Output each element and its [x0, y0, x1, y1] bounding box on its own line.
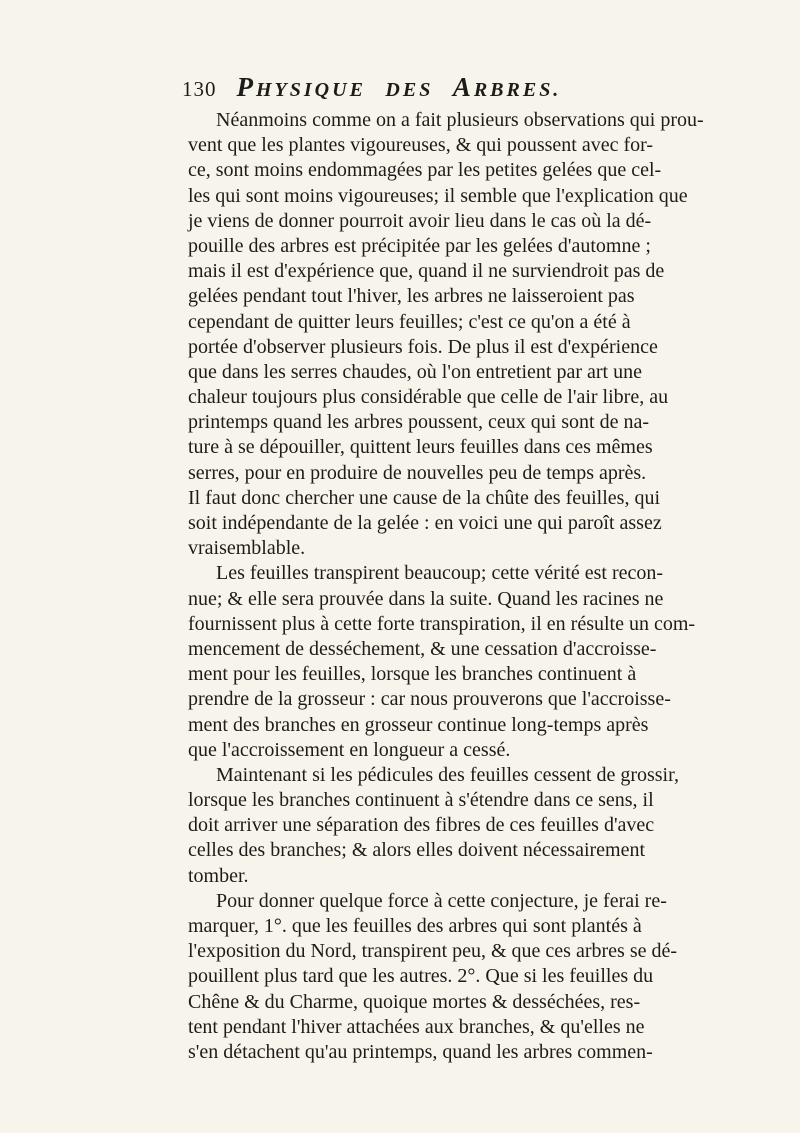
running-title: [237, 72, 562, 103]
text-line: que l'accroissement en longueur a cessé.: [188, 738, 511, 761]
text-line: Maintenant si les pédicules des feuilles cessent de grossir,: [216, 763, 679, 786]
text-line: Néanmoins comme on a fait plusieurs observations qui prou-: [216, 109, 704, 131]
text-line: Chêne & du Charme, quoique mortes & desséchées, res-: [188, 990, 641, 1013]
text-line: soit indépendante de la gelée : en voici une qui paroît assez: [188, 512, 662, 534]
body-text: [188, 108, 704, 1065]
text-line: chaleur toujours plus considérable que celle de l'air libre, au: [188, 386, 669, 409]
text-line: ment pour les feuilles, lorsque les branches continuent à: [188, 663, 637, 686]
running-title-initial-2: A: [452, 72, 474, 102]
text-line: gelées pendant tout l'hiver, les arbres ne laisseroient pas: [188, 285, 635, 308]
running-title-word-2: DES: [385, 79, 434, 101]
text-line: prendre de la grosseur : car nous prouverons que l'accroisse-: [188, 688, 671, 711]
text-line: que dans les serres chaudes, où l'on entretient par art une: [188, 360, 642, 383]
text-line: ce, sont moins endommagées par les petites gelées que cel-: [188, 159, 662, 182]
text-line: tent pendant l'hiver attachées aux branches, & qu'elles ne: [188, 1015, 645, 1038]
text-line: printemps quand les arbres poussent, ceux qui sont de na-: [188, 411, 650, 434]
text-line: fournissent plus à cette forte transpiration, il en résulte un com-: [188, 612, 696, 635]
text-line: lorsque les branches continuent à s'étendre dans ce sens, il: [188, 789, 654, 812]
text-line: doit arriver une séparation des fibres de ces feuilles d'avec: [188, 814, 655, 837]
text-line: cependant de quitter leurs feuilles; c'est ce qu'on a été à: [188, 310, 631, 333]
text-line: les qui sont moins vigoureuses; il semble que l'explication que: [188, 184, 688, 207]
text-line: ment des branches en grosseur continue long-temps après: [188, 713, 649, 736]
text-line: pouille des arbres est précipitée par les gelées d'automne ;: [188, 234, 651, 257]
page-number: 130: [182, 77, 217, 101]
text-line: celles des branches; & alors elles doivent nécessairement: [188, 839, 646, 862]
text-line: Il faut donc chercher une cause de la chûte des feuilles, qui: [188, 486, 661, 509]
text-line: Les feuilles transpirent beaucoup; cette vérité est recon-: [216, 562, 664, 585]
text-line: mencement de desséchement, & une cessation d'accroisse-: [188, 637, 657, 660]
text-line: tomber.: [188, 864, 249, 887]
text-line: portée d'observer plusieurs fois. De plus il est d'expérience: [188, 335, 658, 358]
text-line: mais il est d'expérience que, quand il ne surviendroit pas de: [188, 260, 665, 283]
text-line: marquer, 1°. que les feuilles des arbres qui sont plantés à: [188, 915, 642, 937]
running-title-word-3: RBRES.: [473, 79, 562, 101]
text-line: ture à se dépouiller, quittent leurs feuilles dans ces mêmes: [188, 436, 653, 459]
running-title-word-1: HYSIQUE: [256, 79, 366, 101]
text-line: vraisemblable.: [188, 537, 306, 560]
text-line: vent que les plantes vigoureuses, & qui poussent avec for-: [188, 134, 654, 157]
text-line: je viens de donner pourroit avoir lieu dans le cas où la dé-: [188, 209, 652, 232]
running-title-initial-1: P: [236, 72, 256, 102]
text-line: serres, pour en produire de nouvelles peu de temps après.: [188, 461, 647, 484]
page-header: [182, 72, 662, 106]
text-line: pouillent plus tard que les autres. 2°. Que si les feuilles du: [188, 965, 654, 988]
text-line: nue; & elle sera prouvée dans la suite. Quand les racines ne: [188, 587, 664, 610]
text-line: Pour donner quelque force à cette conjecture, je ferai re-: [216, 889, 667, 912]
text-line: s'en détachent qu'au printemps, quand les arbres commen-: [188, 1040, 653, 1063]
text-line: l'exposition du Nord, transpirent peu, & que ces arbres se dé-: [188, 940, 678, 963]
